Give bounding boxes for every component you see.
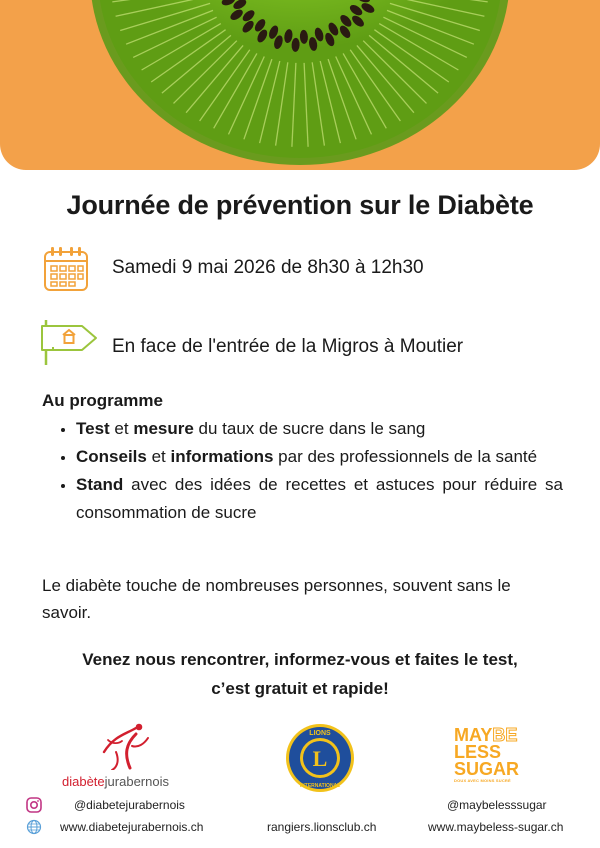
program-item [76, 471, 563, 527]
event-date: Samedi 9 mai 2026 de 8h30 à 12h30 [112, 257, 424, 278]
program-item-text: avec des idées de recettes et astuces pour réduire sa consommation de sucre [76, 475, 563, 522]
cta-line-2: c’est gratuit et rapide! [211, 679, 389, 698]
mbls-handle[interactable]: @maybelesssugar [447, 798, 547, 812]
mbls-may: MAY [454, 725, 493, 745]
mbls-be: BE [492, 725, 518, 745]
program-item-keyword: Stand [76, 475, 124, 494]
hero-banner [0, 0, 600, 170]
location-sign-icon [38, 318, 100, 366]
program-item-keyword: informations [170, 447, 274, 466]
program-item-keyword: Test [76, 419, 110, 438]
program-item [76, 415, 563, 443]
program-heading: Au programme [42, 391, 163, 410]
calendar-icon [42, 245, 90, 293]
program-item-keyword: Conseils [76, 447, 147, 466]
diabete-logo-text [62, 774, 169, 789]
lions-website-link[interactable]: rangiers.lionsclub.ch [267, 820, 377, 834]
mbls-sugar: SUGAR [454, 759, 520, 779]
program-item-text: par des professionnels de la santé [273, 447, 538, 466]
program-item-text: et [146, 447, 171, 466]
globe-icon [26, 819, 42, 835]
program-item-text: et [109, 419, 134, 438]
diabete-website-link[interactable]: www.diabetejurabernois.ch [60, 820, 204, 834]
page-title: Journée de prévention sur le Diabète [66, 190, 534, 220]
program-item-text: du taux de sucre dans le sang [193, 419, 426, 438]
program-list [42, 415, 563, 527]
mbls-less: LESS [454, 742, 502, 762]
diabete-logo-part2: jurabernois [104, 774, 169, 789]
program-item-keyword: mesure [133, 419, 194, 438]
kiwi-image [0, 0, 600, 170]
maybe-less-sugar-logo [454, 727, 544, 784]
lions-bottom-text: INTERNATIONAL [299, 783, 341, 789]
mbls-tagline: DOUX AVEC MOINS SUCRÉ [454, 778, 511, 783]
program-item [76, 443, 563, 471]
cta-line-1: Venez nous rencontrer, informez-vous et faites le test, [82, 650, 518, 669]
awareness-note: Le diabète touche de nombreuses personnes, souvent sans le savoir. [42, 576, 511, 622]
figure-icon [96, 722, 156, 770]
event-location: En face de l'entrée de la Migros à Moutier [112, 336, 464, 357]
lions-letter: L [312, 746, 328, 771]
instagram-handle[interactable]: @diabetejurabernois [74, 798, 185, 812]
lions-top-text: LIONS [309, 730, 331, 737]
call-to-action [0, 645, 600, 703]
diabete-jurabernois-logo [62, 722, 192, 794]
diabete-logo-part1: diabète [62, 774, 105, 789]
mbls-website-link[interactable]: www.maybeless-sugar.ch [428, 820, 564, 834]
instagram-icon [26, 797, 42, 813]
lions-international-logo [284, 722, 356, 794]
